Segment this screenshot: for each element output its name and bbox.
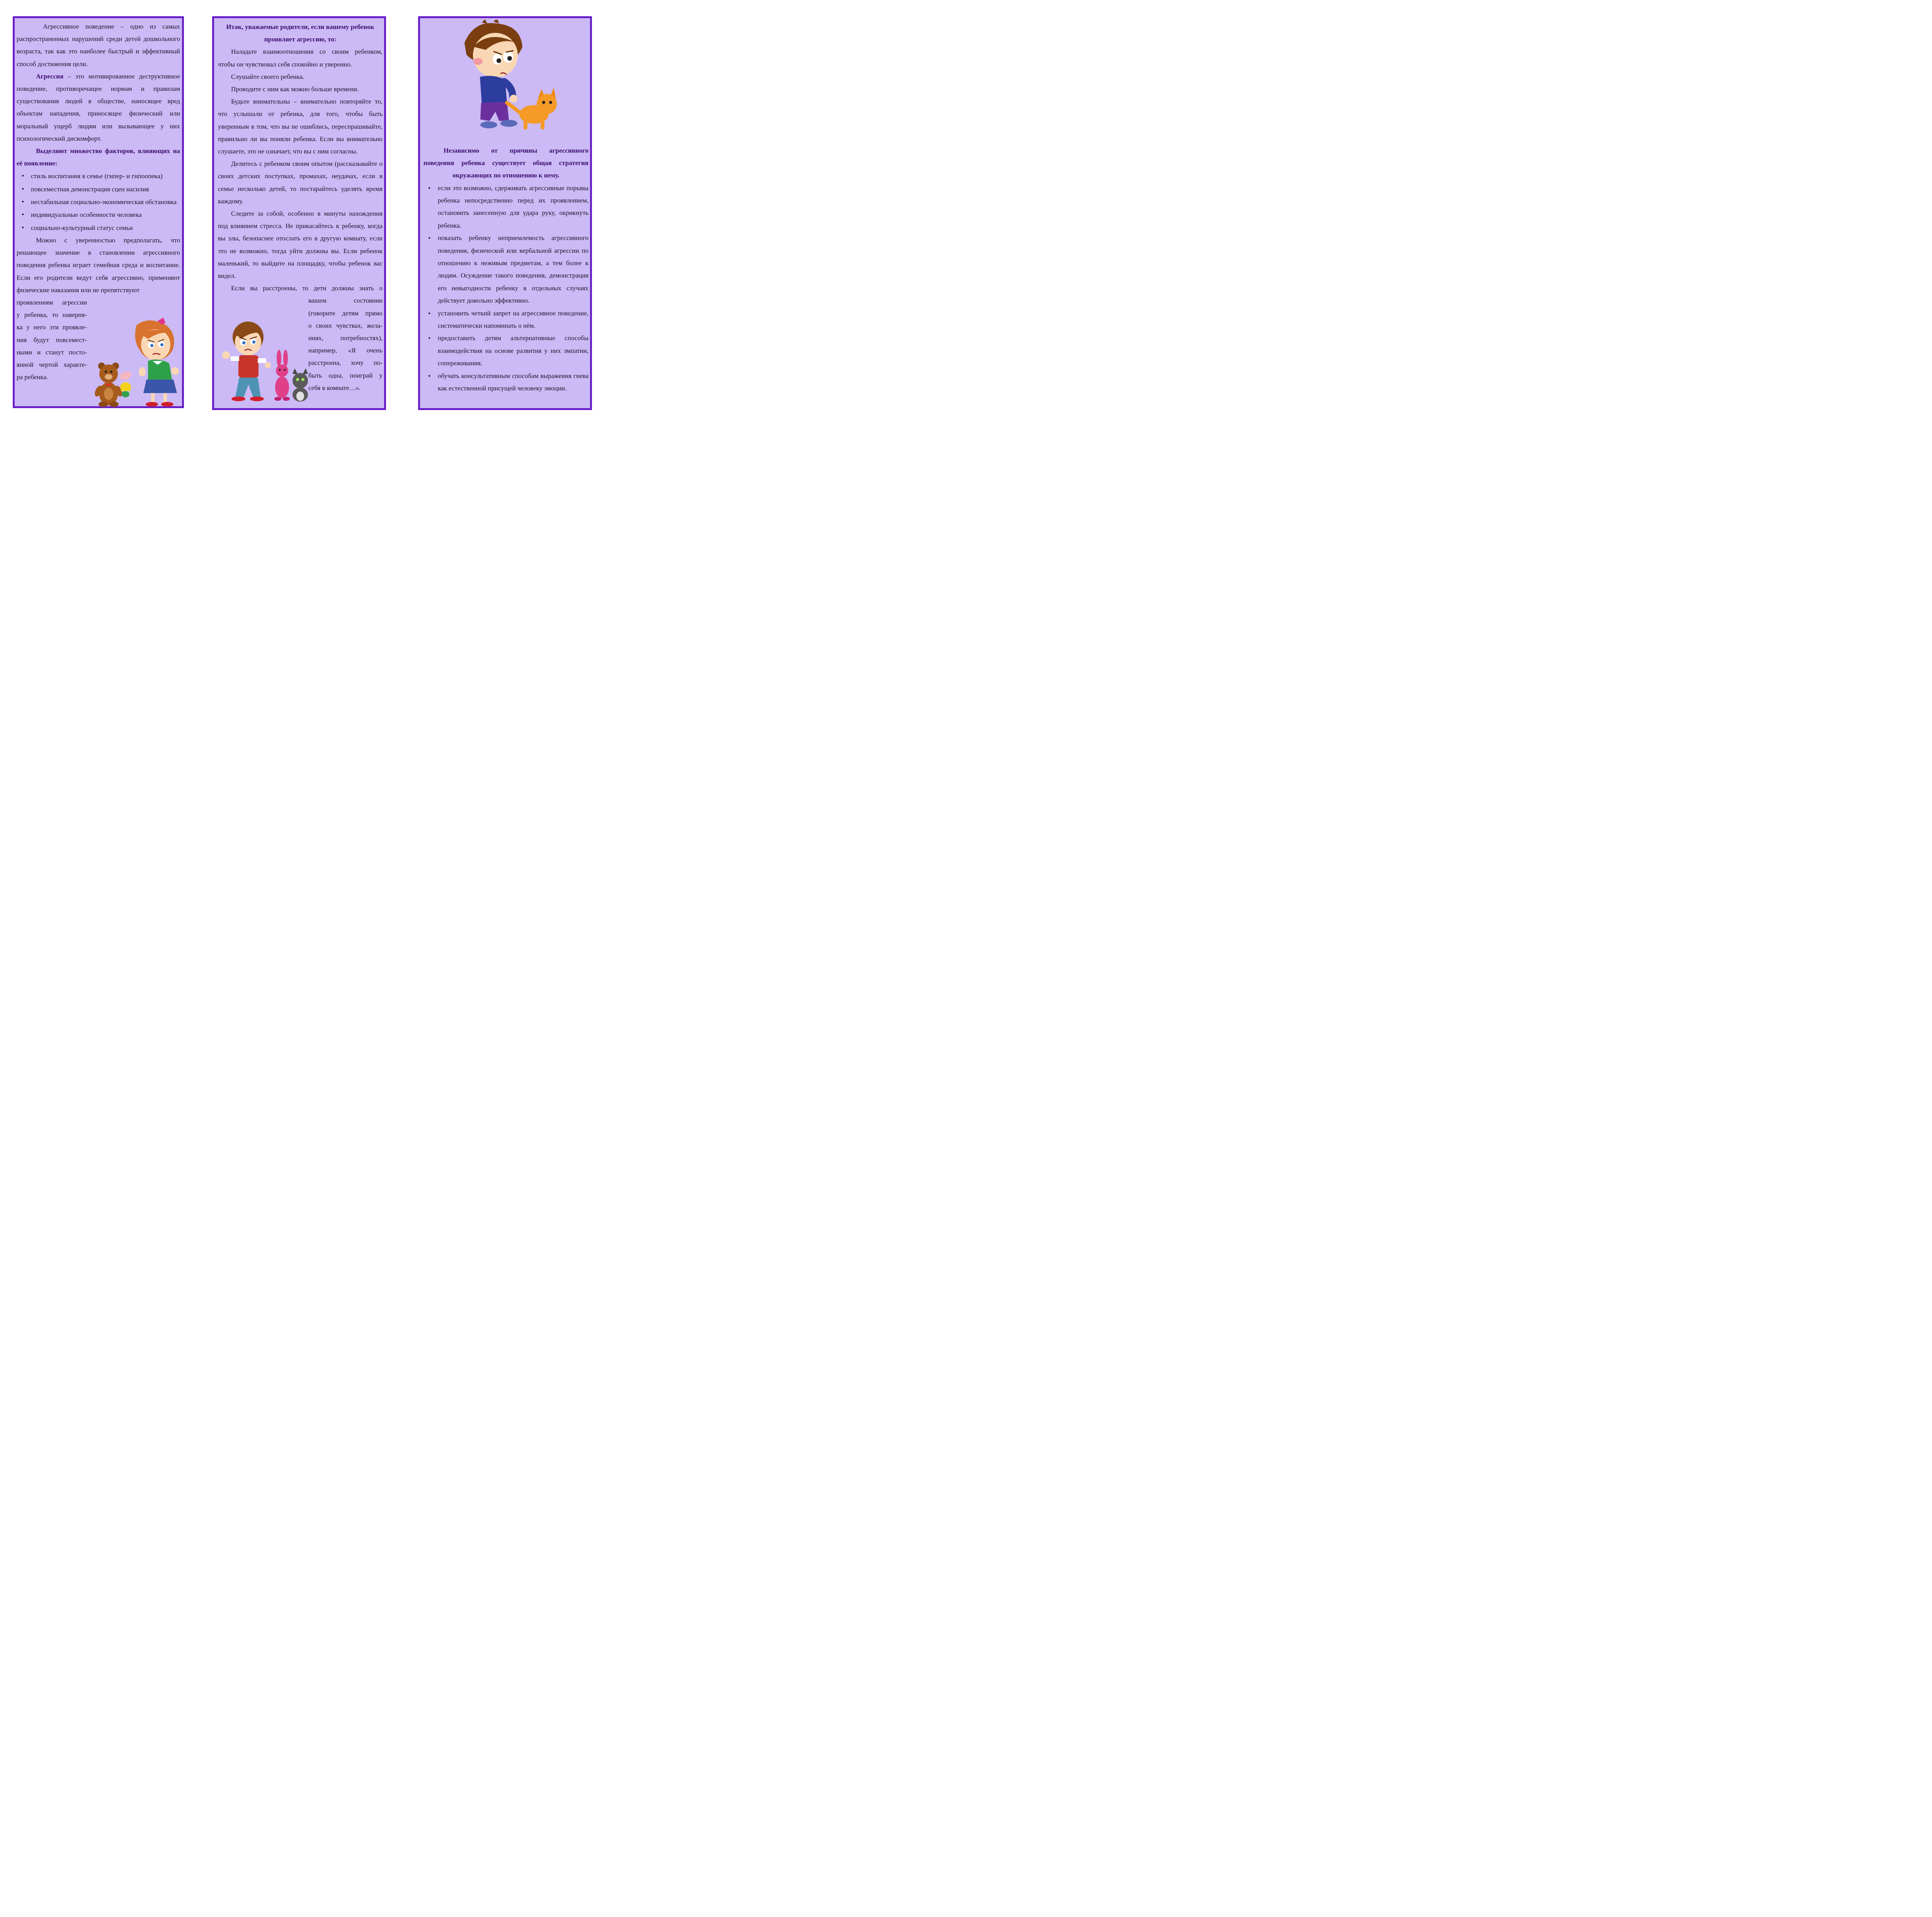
panel-right — [418, 16, 592, 410]
list-item: • индивидуальные особенности человека — [17, 208, 180, 221]
text-line: янной чертой характе- — [17, 361, 87, 368]
advice-last-line: Если вы расстроены, то дети должны знать о — [231, 284, 383, 292]
text-line: вашем состоянии — [308, 297, 383, 305]
panel-middle — [212, 16, 386, 410]
gray-cat-toy-icon — [293, 368, 308, 402]
strategy-heading: Независимо от причины агрессивного поведения ребенка существует общая стратегия окружающих по отношению к нему. — [423, 147, 588, 179]
pink-bunny-icon — [274, 350, 290, 401]
advice-heading-line-1: Итак, уважаемые родители, если вашему ребенок — [226, 23, 374, 31]
panel-right-text — [423, 145, 588, 395]
text-line: проявлениям агрессии — [17, 298, 87, 306]
factors-heading: Выделяют множество факторов, влияющих на её появление: — [17, 147, 180, 167]
advice-narrow-column — [308, 295, 383, 394]
advice-paragraph: Наладьте взаимоотношения со своим ребенком, чтобы он чувствовал себя спокойно и уверенно. — [218, 48, 383, 68]
panel-left — [13, 16, 184, 408]
list-item: • установить четкий запрет на агрессивное поведение, систематически напоминать о нём. — [423, 307, 588, 332]
text-line: ными и станут посто- — [17, 348, 87, 356]
text-line: ра ребенка. — [17, 373, 48, 381]
definition-term: Агрессия — [36, 72, 64, 80]
text-line: расстроена, хочу по- — [308, 359, 383, 367]
list-item: • обучать консультативным способам выражения гнева как естественной присущей человеку эмоции. — [423, 370, 588, 395]
text-line: быть одна, поиграй у — [308, 371, 383, 379]
angry-boy-toys-illustration — [219, 320, 310, 403]
angry-girl-illustration — [90, 318, 180, 407]
advice-paragraph: Слушайте своего ребенка. — [231, 73, 304, 80]
list-item: • стиль воспитания в семье (гипер- и гипоопека) — [17, 170, 180, 182]
text-line: ка у него эти проявле- — [17, 323, 87, 331]
text-line: (говорите детям прямо — [308, 309, 383, 317]
advice-paragraph: Следите за собой, особенно в минуты нахождения под влиянием стресса. Не прикасайтесь к ребенку, когда вы злы, безопаснее отослать его в другую комнату, если это не возможно, тогда уйти должны вы. Если ребенок маленький, то выйдите на площадку, чтобы ребенок вас видел. — [218, 210, 383, 280]
strategy-list — [423, 182, 588, 395]
conclusion-narrow-column — [17, 296, 87, 383]
text-line: ниях, потребностях), — [308, 334, 383, 342]
text-line: например, «Я очень — [308, 347, 383, 354]
teddy-bear-icon — [93, 363, 124, 407]
list-item: • нестабильная социально-экономическая обстановка — [17, 196, 180, 208]
text-line: себя в комнате…». — [308, 384, 361, 392]
list-item: • предоставить детям альтернативные способы взаимодействия на основе развития у них эмпатии, сопереживания. — [423, 332, 588, 369]
advice-paragraph: Проводите с ним как можно больше времени. — [231, 85, 359, 93]
advice-paragraph: Делитесь с ребенком своим опытом (рассказывайте о своих детских поступках, промахах, неудачах, если в семье несколько детей, то постарайтесь уделять время каждому. — [218, 160, 383, 205]
advice-heading-line-2: проявляет агрессию, то: — [264, 36, 337, 43]
boy-icon — [222, 322, 271, 401]
text-line: ния будут повсемест- — [17, 336, 87, 344]
girl-icon — [135, 318, 179, 407]
advice-paragraph: Будьте внимательны – внимательно повторяйте то, что услышали от ребенка, для того, чтобы быть уверенным в том, что вы не ошиблись, переспрашивайте, правильно ли вы поняли ребенка. Если вы внимательно слушаете, это не означает, что вы с ним согласны. — [218, 98, 383, 155]
intro-paragraph: Агрессивное поведение – одно из самых распространенных нарушений среди детей дошкольного возраста, так как это наиболее быстрый и эффективный способ достижения цели. — [17, 23, 180, 68]
list-item: • социально-культурный статус семьи — [17, 221, 180, 234]
conclusion-paragraph: Можно с уверенностью предполагать, что решающее значение в становлении агрессивного поведения ребенка играет семейная среда и воспитание. Если его родители ведут себя агрессивно, применяют физические наказания или не препятствуют — [17, 236, 180, 294]
definition-paragraph — [17, 70, 180, 145]
definition-text: – это мотивированное деструктивное поведение, противоречащее нормам и правилам существования людей в обществе, наносящее вред объектам нападения, приносящее физический или моральный ущерб людям или вызывающее у них психологический дискомфорт. — [17, 72, 180, 142]
factors-list — [17, 170, 180, 234]
list-item: • если это возможно, сдерживать агрессивные порывы ребенка непосредственно перед их проявлением, остановить занесенную для удара руку, окрикнуть ребенка. — [423, 182, 588, 232]
text-line: у ребенка, то наверня- — [17, 311, 87, 319]
list-item: • показать ребенку неприемлемость агрессивного поведения, физической или вербальной агрессии по отношению к неживым предметам, а тем более к людям. Осуждение такого поведения, демонстрация его невыгодности ребенку в отдельных случаях действует довольно эффективно. — [423, 232, 588, 307]
text-line: о своих чувствах, жела- — [308, 322, 383, 329]
boy-pulling-cat-illustration — [459, 20, 563, 133]
boy-icon — [464, 20, 522, 128]
list-item: • повсеместная демонстрация сцен насилия — [17, 183, 180, 196]
